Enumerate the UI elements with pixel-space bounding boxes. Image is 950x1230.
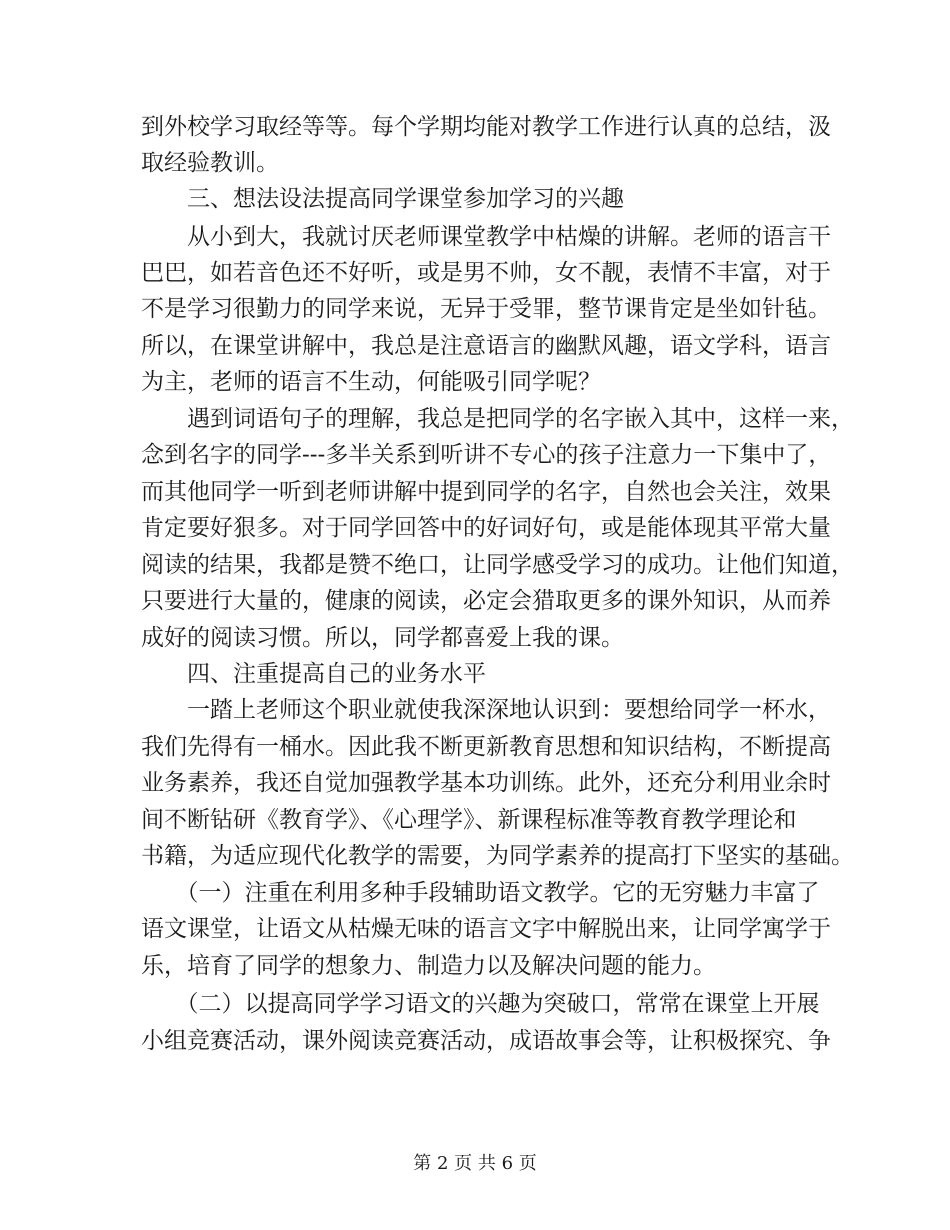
text-line: 阅读的结果，我都是赞不绝口，让同学感受学习的成功。让他们知道， [141,552,854,578]
text-line: 我们先得有一桶水。因此我不断更新教育思想和知识结构，不断提高 [141,734,831,760]
text-line: 所以，在课堂讲解中，我总是注意语言的幽默风趣，语文学科，语言 [141,333,831,359]
text-line: 为主，老师的语言不生动，何能吸引同学呢？ [141,369,601,395]
page-number-footer: 第 2 页 共 6 页 [413,1153,537,1174]
text-line: 语文课堂，让语文从枯燥无味的语言文字中解脱出来，让同学寓学于 [141,916,831,942]
text-line: 乐，培育了同学的想象力、制造力以及解决问题的能力。 [141,953,716,979]
text-line: 一踏上老师这个职业就使我深深地认识到：要想给同学一杯水， [141,697,831,723]
text-line: 到外校学习取经等等。每个学期均能对教学工作进行认真的总结，汲 [141,114,831,140]
text-line: 间不断钻研《教育学》、《心理学》、新课程标准等教育教学理论和 [141,807,797,833]
section-heading: 四、注重提高自己的业务水平 [141,661,486,687]
text-line: 业务素养，我还自觉加强教学基本功训练。此外，还充分利用业余时 [141,770,831,796]
text-line: 肯定要好狠多。对于同学回答中的好词好句，或是能体现其平常大量 [141,515,831,541]
text-line: 只要进行大量的，健康的阅读，必定会猎取更多的课外知识，从而养 [141,588,831,614]
text-line: （一）注重在利用多种手段辅助语文教学。它的无穷魅力丰富了 [141,880,820,906]
text-line: 取经验教训。 [141,150,279,176]
text-line: 念到名字的同学---多半关系到听讲不专心的孩子注意力一下集中了， [141,442,832,468]
text-line: （二）以提高同学学习语文的兴趣为突破口，常常在课堂上开展 [141,991,820,1017]
text-line: 成好的阅读习惯。所以，同学都喜爱上我的课。 [141,625,624,651]
text-line: 书籍，为适应现代化教学的需要，为同学素养的提高打下坚实的基础。 [141,843,854,869]
text-line: 小组竞赛活动，课外阅读竞赛活动，成语故事会等，让积极探究、争 [141,1028,831,1054]
text-line: 不是学习很勤力的同学来说，无异于受罪，整节课肯定是坐如针毡。 [141,296,831,322]
text-line: 从小到大，我就讨厌老师课堂教学中枯燥的讲解。老师的语言干 [141,224,831,250]
section-heading: 三、想法设法提高同学课堂参加学习的兴趣 [141,186,624,212]
text-line: 巴巴，如若音色还不好听，或是男不帅，女不靓，表情不丰富，对于 [141,260,831,286]
text-line: 而其他同学一听到老师讲解中提到同学的名字，自然也会关注，效果 [141,479,831,505]
text-line: 遇到词语句子的理解，我总是把同学的名字嵌入其中，这样一来， [141,406,854,432]
